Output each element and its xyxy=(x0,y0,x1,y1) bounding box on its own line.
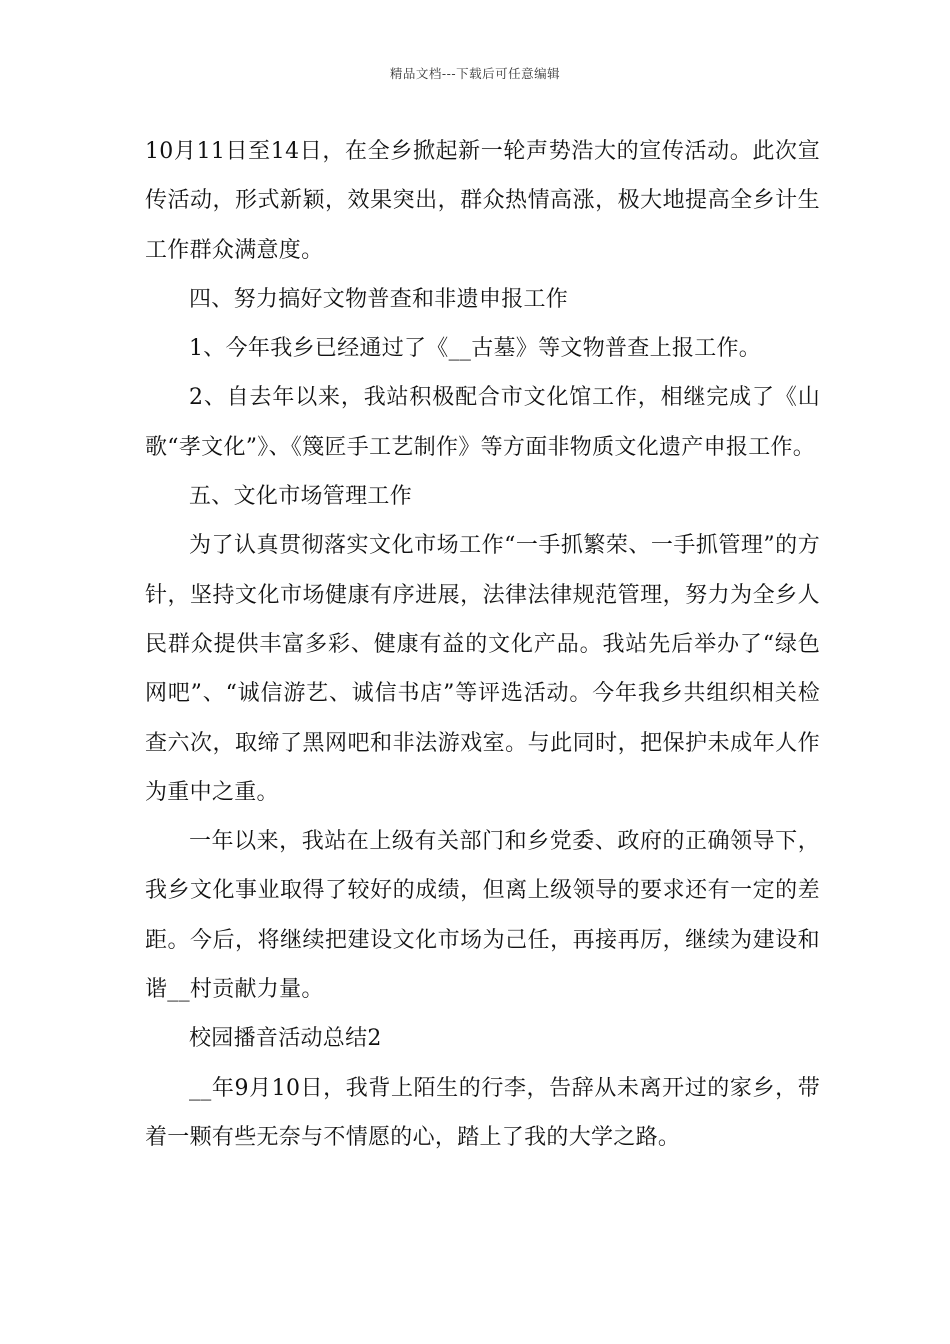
paragraph-1: 10月11日至14日，在全乡掀起新一轮声势浩大的宣传活动。此次宣传活动，形式新颖，效果突出，群众热情高涨，极大地提高全乡计生工作群众满意度。 xyxy=(145,139,820,263)
paragraph-3: 2、自去年以来，我站积极配合市文化馆工作，相继完成了《山歌“孝文化”》、《篾匠手工艺制作》等方面非物质文化遗产申报工作。 xyxy=(145,385,820,460)
paragraph-6: __年9月10日，我背上陌生的行李，告辞从未离开过的家乡，带着一颗有些无奈与不情愿的心，踏上了我的大学之路。 xyxy=(145,1075,820,1150)
paragraph-5: 一年以来，我站在上级有关部门和乡党委、政府的正确领导下，我乡文化事业取得了较好的成绩，但离上级领导的要求还有一定的差距。今后，将继续把建设文化市场为己任，再接再厉，继续为建设和谐__村贡献力量。 xyxy=(145,829,820,1003)
document-title-2: 校园播音活动总结2 xyxy=(189,1026,382,1052)
section-heading-5: 五、文化市场管理工作 xyxy=(189,484,413,510)
paragraph-4: 为了认真贯彻落实文化市场工作“一手抓繁荣、一手抓管理”的方针，坚持文化市场健康有序进展，法律法律规范管理，努力为全乡人民群众提供丰富多彩、健康有益的文化产品。我站先后举办了“绿色网吧”、“诚信游艺、诚信书店”等评选活动。今年我乡共组织相关检查六次，取缔了黑网吧和非法游戏室。与此同时，把保护未成年人作为重中之重。 xyxy=(145,533,820,805)
document-body xyxy=(145,127,820,1162)
section-heading-4: 四、努力搞好文物普查和非遗申报工作 xyxy=(189,286,569,312)
page-header: 精品文档---下载后可任意编辑 xyxy=(389,66,561,81)
paragraph-2: 1、今年我乡已经通过了《__古墓》等文物普查上报工作。 xyxy=(189,336,762,362)
